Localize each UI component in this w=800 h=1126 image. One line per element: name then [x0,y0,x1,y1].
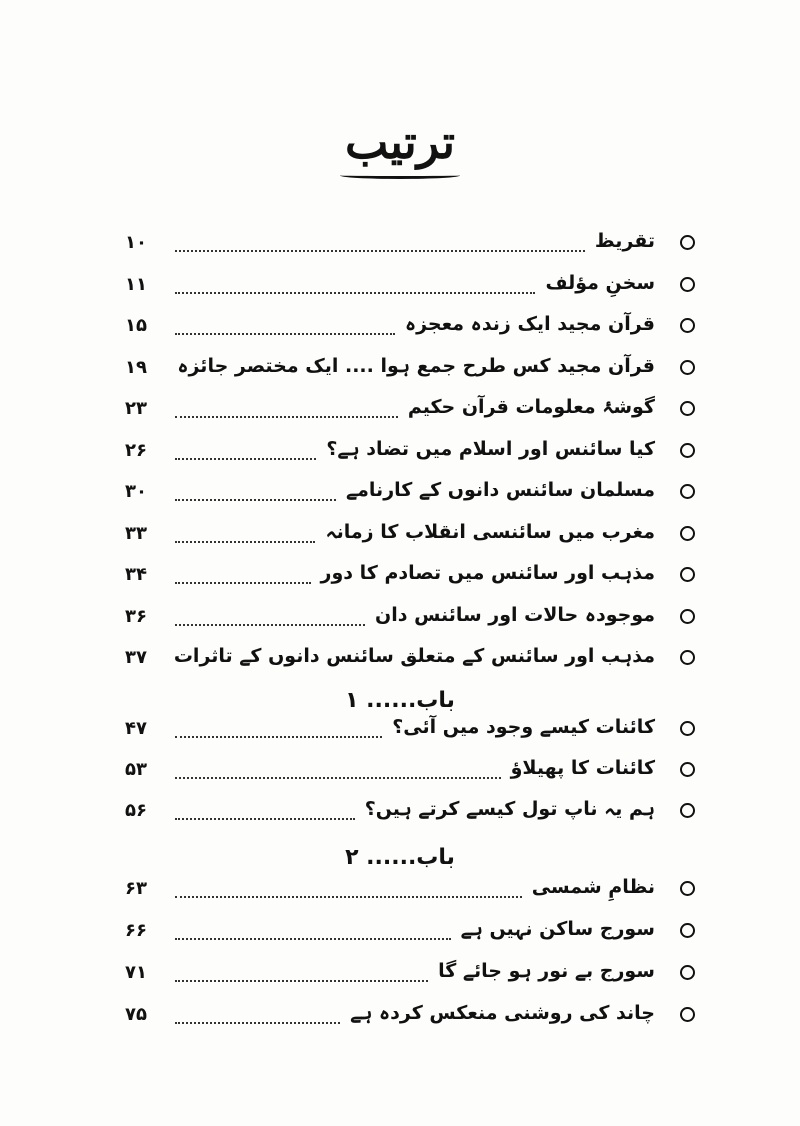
toc-entry [125,645,695,675]
toc-entry [125,604,695,634]
toc-page-number: ۷۱ [125,962,147,983]
toc-page-number: ۴۷ [125,718,147,739]
toc-page-number: ۲۳ [125,398,147,419]
toc-entry-title: تقریظ [591,230,655,252]
toc-entry-title: مسلمان سائنس دانوں کے کارنامے [342,479,655,501]
circle-bullet-icon [680,443,695,458]
toc-entry-title: سورج بے نور ہو جائے گا [434,960,655,982]
dot-leader [175,777,501,779]
page-title: ترتیب [344,115,456,169]
toc-entry-title: مذہب اور سائنس کے متعلق سائنس دانوں کے تاثرات [170,645,655,667]
toc-entry-title: ہم یہ ناپ تول کیسے کرتے ہیں؟ [361,798,655,820]
dot-leader [175,333,395,335]
toc-entry [125,918,695,948]
toc-page-number: ۱۵ [125,315,147,336]
circle-bullet-icon [680,721,695,736]
toc-entry [125,479,695,509]
toc-entry [125,230,695,260]
toc-entry [125,562,695,592]
toc-entry-title: مغرب میں سائنسی انقلاب کا زمانہ [322,521,656,543]
toc-entry-title: موجودہ حالات اور سائنس دان [371,604,655,626]
circle-bullet-icon [680,401,695,416]
dot-leader [175,582,311,584]
dot-leader [175,938,451,940]
dot-leader [175,541,315,543]
circle-bullet-icon [680,1007,695,1022]
dot-leader [175,624,365,626]
toc-entry-title: قرآن مجید کس طرح جمع ہوا .... ایک مختصر جائزہ [173,355,655,377]
toc-entry [125,798,695,828]
circle-bullet-icon [680,881,695,896]
dot-leader [175,292,535,294]
circle-bullet-icon [680,803,695,818]
toc-page-number: ۳۴ [125,564,147,585]
toc-entry-title: قرآن مجید ایک زندہ معجزہ [401,313,655,335]
dot-leader [175,1022,340,1024]
dot-leader [175,250,585,252]
circle-bullet-icon [680,609,695,624]
toc-page-number: ۳۷ [125,647,147,668]
toc-entry-title: کائنات کا پھیلاؤ [507,757,655,779]
toc-entry [125,396,695,426]
toc-entry [125,438,695,468]
dot-leader [175,818,355,820]
toc-entry [125,521,695,551]
toc-entry [125,355,695,385]
toc-entry-title: کائنات کیسے وجود میں آئی؟ [388,716,655,738]
circle-bullet-icon [680,235,695,250]
circle-bullet-icon [680,360,695,375]
circle-bullet-icon [680,965,695,980]
circle-bullet-icon [680,526,695,541]
toc-page-number: ۱۹ [125,356,147,378]
circle-bullet-icon [680,318,695,333]
dot-leader [175,458,316,460]
toc-entry-title: مذہب اور سائنس میں تصادم کا دور [317,562,655,584]
circle-bullet-icon [680,277,695,292]
toc-entry-title: سخنِ مؤلف [541,272,655,294]
chapter-heading-2: باب...... ۲ [345,845,455,870]
toc-entry [125,1002,695,1032]
title-underline [340,172,460,179]
circle-bullet-icon [680,567,695,582]
toc-page-number: ۳۳ [125,522,147,544]
toc-page-number: ۵۶ [125,800,147,821]
toc-page-number: ۵۳ [125,759,147,780]
circle-bullet-icon [680,762,695,777]
dot-leader [175,499,336,501]
toc-entry-title: گوشۂ معلومات قرآن حکیم [404,396,655,418]
circle-bullet-icon [680,484,695,499]
toc-entry [125,313,695,343]
toc-page-number: ۱۱ [125,273,147,295]
circle-bullet-icon [680,923,695,938]
dot-leader [175,736,382,738]
chapter-heading-1: باب...... ۱ [345,688,455,713]
toc-entry [125,716,695,746]
circle-bullet-icon [680,650,695,665]
toc-entry-title: نظامِ شمسی [528,876,655,898]
toc-entry-title: کیا سائنس اور اسلام میں تضاد ہے؟ [322,438,655,460]
toc-page-number: ۶۳ [125,878,147,899]
toc-entry-title: سورج ساکن نہیں ہے [457,918,655,940]
dot-leader [175,980,428,982]
toc-entry [125,757,695,787]
toc-entry [125,960,695,990]
toc-entry-title: چاند کی روشنی منعکس کردہ ہے [346,1002,655,1024]
toc-entry [125,272,695,302]
toc-entry [125,876,695,906]
dot-leader [175,896,522,898]
toc-page-number: ۳۰ [125,481,147,502]
toc-page-number: ۶۶ [125,920,147,941]
dot-leader [175,416,398,418]
toc-page-number: ۱۰ [125,232,147,253]
toc-page-number: ۲۶ [125,439,147,461]
toc-page-number: ۷۵ [125,1004,147,1025]
toc-page-number: ۳۶ [125,605,147,627]
